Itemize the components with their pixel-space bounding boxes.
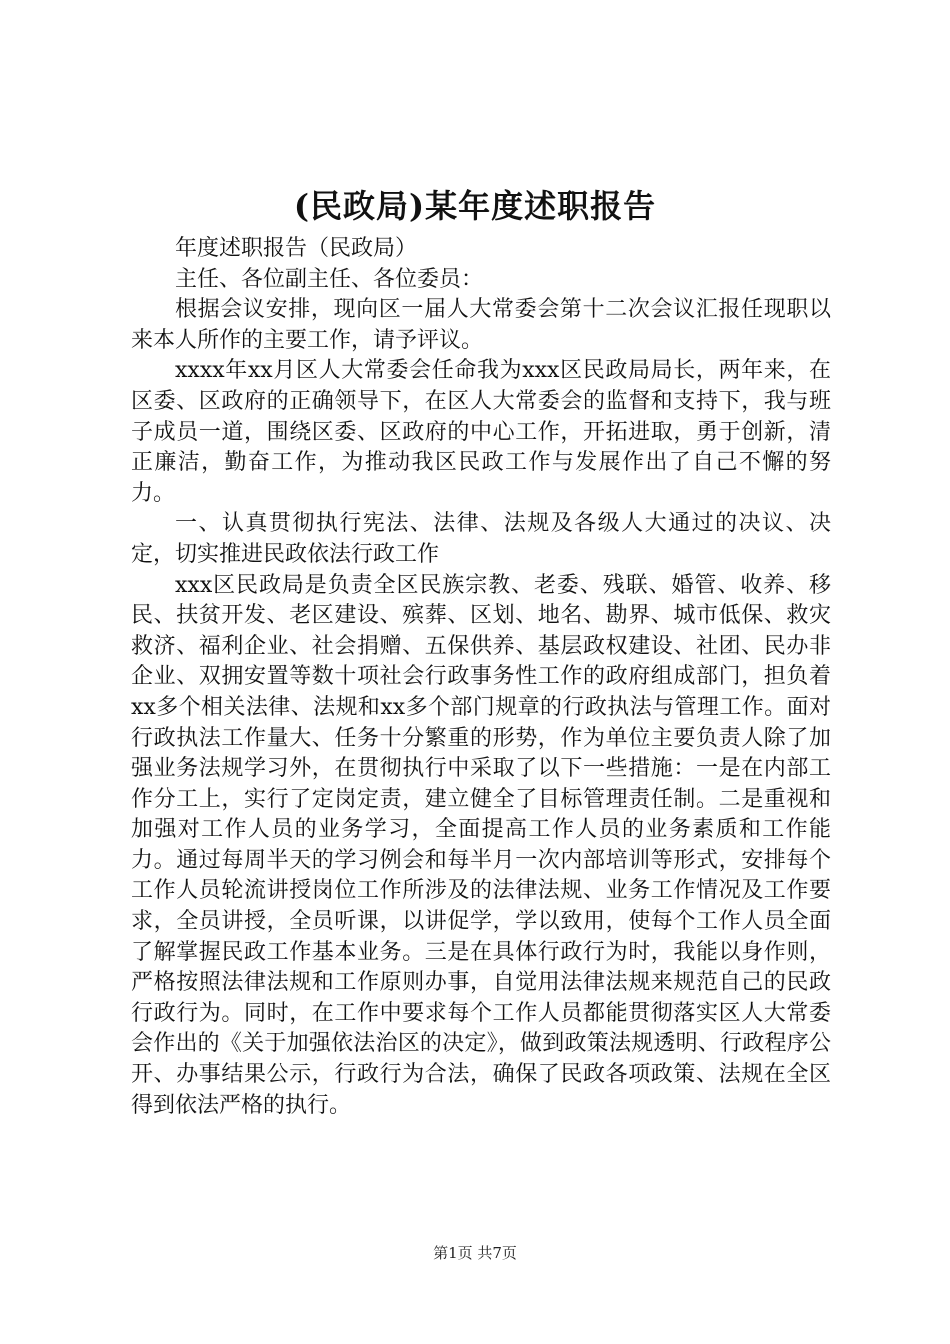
section-1-body-paragraph: xxx区民政局是负责全区民族宗教、老委、残联、婚管、收养、移民、扶贫开发、老区建设、殡葬、区划、地名、勘界、城市低保、救灾救济、福利企业、社会捐赠、五保供养、基层政权建设、社团、民办非企业、双拥安置等数十项社会行政事务性工作的政府组成部门，担负着xx多个相关法律、法规和xx多个部门规章的行政执法与管理工作。面对行政执法工作量大、任务十分繁重的形势，作为单位主要负责人除了加强业务法规学习外，在贯彻执行中采取了以下一些措施：一是在内部工作分工上，实行了定岗定责，建立健全了目标管理责任制。二是重视和加强对工作人员的业务学习，全面提高工作人员的业务素质和工作能力。通过每周半天的学习例会和每半月一次内部培训等形式，安排每个工作人员轮流讲授岗位工作所涉及的法律法规、业务工作情况及工作要求，全员讲授，全员听课，以讲促学，学以致用，使每个工作人员全面了解掌握民政工作基本业务。三是在具体行政行为时，我能以身作则，严格按照法律法规和工作原则办事，自觉用法律法规来规范自己的民政行政行为。同时，在工作中要求每个工作人员都能贯彻落实区人大常委会作出的《关于加强依法治区的决定》，做到政策法规透明、行政程序公开、办事结果公示，行政行为合法，确保了民政各项政策、法规在全区得到依法严格的执行。 — [131, 572, 831, 1118]
document-title: (民政局)某年度述职报告 — [293, 187, 657, 225]
subtitle-line: 年度述职报告（民政局） — [175, 236, 418, 261]
intro-paragraph: 根据会议安排，现向区一届人大常委会第十二次会议汇报任现职以来本人所作的主要工作，请予评议。 — [131, 297, 831, 353]
document-body — [131, 234, 831, 1121]
background-paragraph: xxxx年xx月区人大常委会任命我为xxx区民政局局长，两年来，在区委、区政府的正确领导下，在区人大常委会的监督和支持下，我与班子成员一道，围绕区委、区政府的中心工作，开拓进取，勇于创新，清正廉洁，勤奋工作，为推动我区民政工作与发展作出了自己不懈的努力。 — [131, 358, 831, 506]
salutation-line: 主任、各位副主任、各位委员： — [175, 266, 484, 292]
page-footer: 第1页 共7页 — [433, 1244, 517, 1262]
section-heading-1: 一、认真贯彻执行宪法、法律、法规及各级人大通过的决议、决定，切实推进民政依法行政工作 — [131, 511, 831, 567]
